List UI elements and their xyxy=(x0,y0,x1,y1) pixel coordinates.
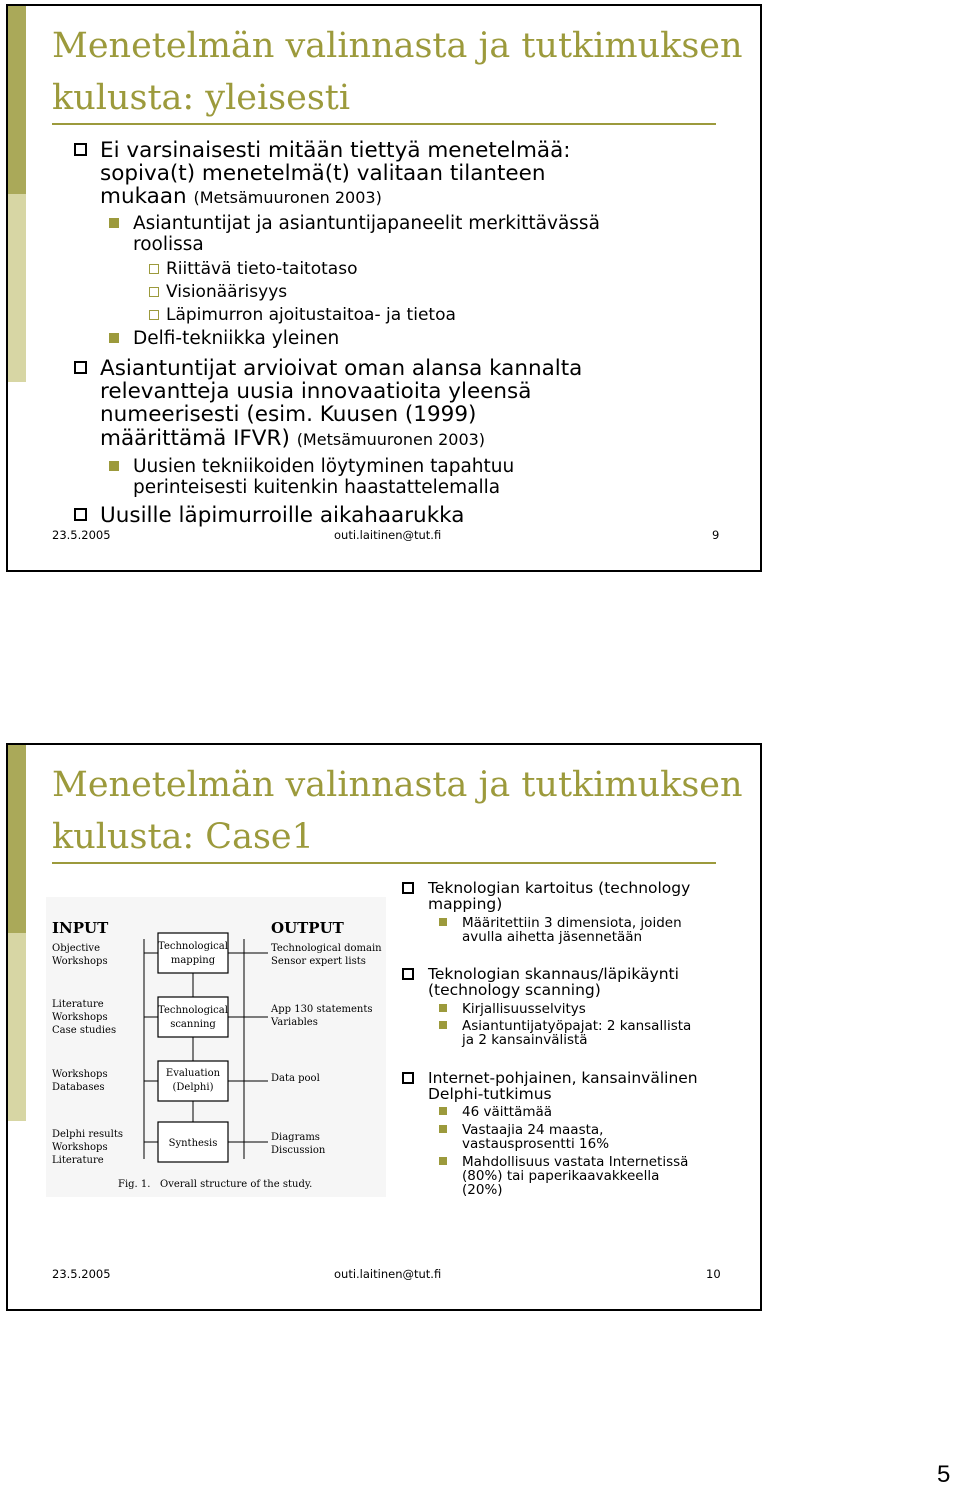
bullet-text: Delfi-tekniikka yleinen xyxy=(133,328,340,349)
process-label: Synthesis xyxy=(168,1138,218,1149)
bullet-text: numeerisesti (esim. Kuusen (1999) xyxy=(100,402,477,427)
input-label: Workshops xyxy=(52,956,108,967)
bullet-text: vastausprosentti 16% xyxy=(462,1136,610,1152)
footer-email: outi.laitinen@tut.fi xyxy=(334,1267,442,1281)
sub-sub-bullet-item xyxy=(166,258,357,280)
output-header: OUTPUT xyxy=(271,919,344,937)
bullet-item xyxy=(100,504,464,527)
small-hollow-square-bullet-icon xyxy=(149,264,159,274)
process-label: Technological xyxy=(158,941,228,952)
bullet-text: Uusien tekniikoiden löytyminen tapahtuu xyxy=(133,456,515,477)
bullet-text: sopiva(t) menetelmä(t) valitaan tilanteen xyxy=(100,161,546,186)
bullet-text: Teknologian skannaus/läpikäynti xyxy=(428,965,679,983)
filled-square-bullet-icon xyxy=(439,1004,447,1012)
bullet-continuation xyxy=(133,477,500,498)
bullet-continuation xyxy=(100,185,382,209)
input-label: Literature xyxy=(52,1155,104,1166)
slide-9 xyxy=(6,4,762,572)
process-label: mapping xyxy=(170,955,216,966)
filled-square-bullet-icon xyxy=(439,1107,447,1115)
slide-title-line: Menetelmän valinnasta ja tutkimuksen xyxy=(52,26,743,66)
bullet-text: roolissa xyxy=(133,234,204,255)
process-label: (Delphi) xyxy=(172,1082,214,1093)
bullet-continuation xyxy=(462,930,642,945)
sub-sub-bullet-item xyxy=(166,281,287,303)
footer-date: 23.5.2005 xyxy=(52,1267,111,1281)
sub-sub-bullet-item xyxy=(166,304,456,326)
bullet-text: avulla aihetta jäsennetään xyxy=(462,929,643,945)
process-label: Technological xyxy=(158,1005,228,1016)
page-number: 5 xyxy=(937,1461,951,1488)
bullet-text: (technology scanning) xyxy=(428,981,601,999)
filled-square-bullet-icon xyxy=(439,1021,447,1029)
slide-title-line: Menetelmän valinnasta ja tutkimuksen xyxy=(52,765,743,805)
process-box xyxy=(158,933,228,973)
filled-square-bullet-icon xyxy=(109,218,119,228)
hollow-square-bullet-icon xyxy=(74,143,87,156)
hollow-square-bullet-icon xyxy=(74,508,87,521)
input-label: Workshops xyxy=(52,1142,108,1153)
input-label: Literature xyxy=(52,999,104,1010)
output-label: Diagrams xyxy=(271,1132,320,1143)
hollow-square-bullet-icon xyxy=(402,968,414,980)
bullet-text: relevantteja uusia innovaatioita yleensä xyxy=(100,379,532,404)
bullet-text: Mahdollisuus vastata Internetissä xyxy=(462,1154,689,1170)
bullet-continuation xyxy=(100,380,531,403)
bullet-continuation xyxy=(428,896,502,913)
figure-caption-text: Overall structure of the study. xyxy=(160,1179,313,1190)
citation: (Metsämuuronen 2003) xyxy=(296,430,486,449)
output-label: Sensor expert lists xyxy=(271,956,366,967)
hollow-square-bullet-icon xyxy=(402,1072,414,1084)
footer-page-number: 10 xyxy=(706,1267,721,1281)
citation: (Metsämuuronen 2003) xyxy=(193,188,382,207)
bullet-text: Riittävä tieto-taitotaso xyxy=(166,259,358,279)
sub-bullet-item xyxy=(133,213,600,234)
bullet-continuation xyxy=(133,234,204,255)
bullet-item xyxy=(100,357,582,380)
bullet-continuation xyxy=(100,427,485,451)
bullet-text: Internet-pohjainen, kansainvälinen xyxy=(428,1069,698,1087)
input-label: Workshops xyxy=(52,1069,108,1080)
study-structure-diagram xyxy=(46,897,386,1197)
footer-date: 23.5.2005 xyxy=(52,528,111,542)
filled-square-bullet-icon xyxy=(439,1125,447,1133)
bullet-text: Asiantuntijatyöpajat: 2 kansallista xyxy=(462,1018,692,1034)
bullet-text: Kirjallisuusselvitys xyxy=(462,1001,586,1017)
filled-square-bullet-icon xyxy=(439,1157,447,1165)
input-label: Delphi results xyxy=(52,1129,123,1140)
bullet-continuation xyxy=(462,1137,609,1152)
bullet-text: Teknologian kartoitus (technology xyxy=(428,879,691,897)
process-label: Evaluation xyxy=(165,1068,221,1079)
input-label: Case studies xyxy=(52,1025,117,1036)
bullet-text: Määritettiin 3 dimensiota, joiden xyxy=(462,915,682,931)
footer-email: outi.laitinen@tut.fi xyxy=(334,528,442,542)
bullet-continuation xyxy=(462,1183,503,1198)
bullet-text: Delphi-tutkimus xyxy=(428,1085,552,1103)
bullet-text: Visionäärisyys xyxy=(166,282,288,302)
hollow-square-bullet-icon xyxy=(402,882,414,894)
sub-bullet-item xyxy=(133,456,514,477)
bullet-continuation xyxy=(428,982,601,999)
bullet-text: Vastaajia 24 maasta, xyxy=(462,1122,604,1138)
slide-body xyxy=(8,6,760,570)
bullet-text: (20%) xyxy=(462,1182,503,1198)
bullet-text: mukaan xyxy=(100,184,187,209)
process-box xyxy=(158,997,228,1037)
bullet-text: määrittämä IFVR) xyxy=(100,426,290,451)
output-label: Technological domain xyxy=(271,943,382,954)
input-label: Databases xyxy=(52,1082,105,1093)
input-header: INPUT xyxy=(52,919,109,937)
bullet-continuation xyxy=(100,403,476,426)
sub-bullet-item xyxy=(133,328,339,349)
bullet-text: 46 väittämää xyxy=(462,1104,553,1120)
output-label: Discussion xyxy=(271,1145,326,1156)
sub-bullet-item xyxy=(462,1002,586,1017)
process-box xyxy=(158,1061,228,1101)
sub-bullet-item xyxy=(462,1105,552,1120)
input-label: Objective xyxy=(52,943,101,954)
footer-page-number: 9 xyxy=(712,528,720,542)
bullet-text: Ei varsinaisesti mitään tiettyä menetelmää: xyxy=(100,138,571,163)
bullet-text: (80%) tai paperikaavakkeella xyxy=(462,1168,660,1184)
bullet-text: Uusille läpimurroille aikahaarukka xyxy=(100,503,465,528)
bullet-text: Läpimurron ajoitustaitoa- ja tietoa xyxy=(166,305,456,325)
slide-title-line: kulusta: Case1 xyxy=(52,817,314,857)
output-label: Variables xyxy=(271,1017,318,1028)
bullet-item xyxy=(100,139,571,162)
hollow-square-bullet-icon xyxy=(74,361,87,374)
filled-square-bullet-icon xyxy=(109,461,119,471)
process-label: scanning xyxy=(170,1019,216,1030)
bullet-text: ja 2 kansainvälistä xyxy=(462,1032,588,1048)
bullet-continuation xyxy=(100,162,546,185)
bullet-continuation xyxy=(462,1033,588,1048)
bullet-text: mapping) xyxy=(428,895,503,913)
figure-caption-label: Fig. 1. xyxy=(118,1179,151,1190)
filled-square-bullet-icon xyxy=(109,333,119,343)
bullet-continuation xyxy=(428,1086,552,1103)
output-label: App 130 statements xyxy=(271,1004,373,1015)
output-label: Data pool xyxy=(271,1073,320,1084)
bullet-text: Asiantuntijat ja asiantuntijapaneelit merkittävässä xyxy=(133,213,600,234)
bullet-text: Asiantuntijat arvioivat oman alansa kannalta xyxy=(100,356,583,381)
bullet-text: perinteisesti kuitenkin haastattelemalla xyxy=(133,477,501,498)
small-hollow-square-bullet-icon xyxy=(149,310,159,320)
filled-square-bullet-icon xyxy=(439,918,447,926)
input-label: Workshops xyxy=(52,1012,108,1023)
slide-title-line: kulusta: yleisesti xyxy=(52,78,351,118)
small-hollow-square-bullet-icon xyxy=(149,287,159,297)
